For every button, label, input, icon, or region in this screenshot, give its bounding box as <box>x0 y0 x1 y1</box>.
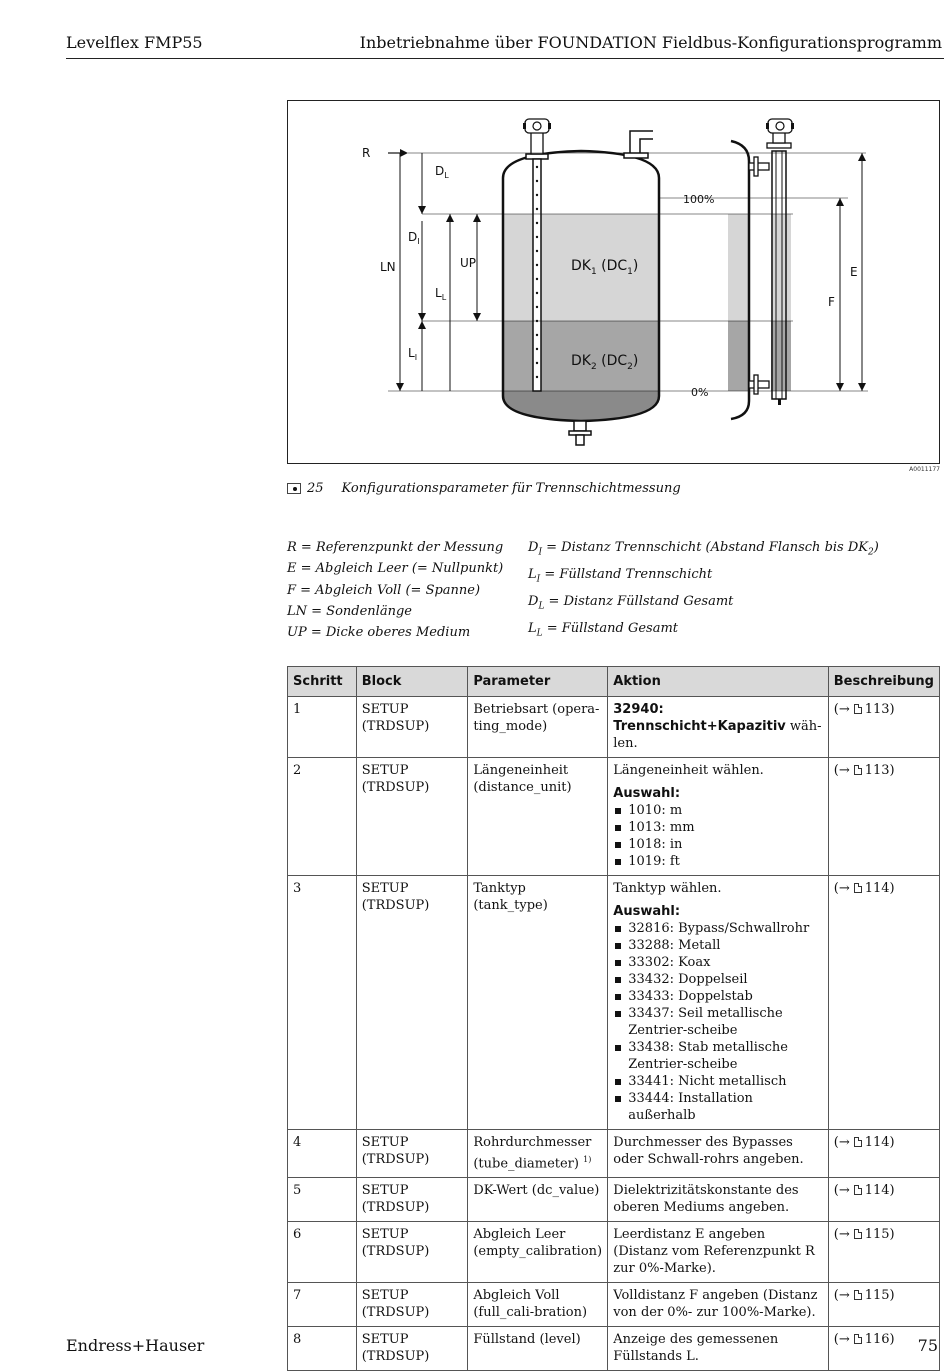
cell-description <box>828 1178 939 1222</box>
header-chapter: Inbetriebnahme über FOUNDATION Fieldbus-Konfigurationsprogramm <box>359 33 942 52</box>
cell-block: SETUP (TRDSUP) <box>356 1283 468 1327</box>
table-row <box>288 876 940 1130</box>
option-item: 1018: in <box>613 836 822 853</box>
figure-number: 25 <box>307 481 324 496</box>
page-icon <box>854 1290 862 1300</box>
dk2-label: $DK_2$ $(DC_2)$ <box>571 353 639 372</box>
page-icon <box>854 1137 862 1147</box>
option-item: 33302: Koax <box>613 954 822 971</box>
legend-item: R = Referenzpunkt der Messung <box>287 540 504 555</box>
page-icon <box>854 704 862 714</box>
label-ln: LN <box>380 260 396 274</box>
page-number: 75 <box>917 1336 938 1355</box>
page-reference: (→ 115) <box>833 1227 895 1243</box>
cell-step: 6 <box>288 1222 357 1283</box>
cell-step: 3 <box>288 876 357 1130</box>
cell-description <box>828 1283 939 1327</box>
legend-item: UP = Dicke oberes Medium <box>287 625 471 641</box>
legend-left <box>287 537 503 643</box>
page-reference: (→ 115) <box>833 1288 895 1304</box>
cell-description <box>828 697 939 758</box>
page-reference: (→ 114) <box>833 1183 895 1199</box>
cell-block: SETUP (TRDSUP) <box>356 1178 468 1222</box>
cell-action: Anzeige des gemessenen Füllstands L. <box>608 1327 828 1371</box>
legend-item: $L_I$ = Füllstand Trennschicht <box>528 566 713 585</box>
legend-right <box>528 537 879 645</box>
header-product: Levelflex FMP55 <box>66 33 203 52</box>
page-reference: (→ 116) <box>833 1332 895 1348</box>
figure-id: A0011177 <box>909 466 940 473</box>
page-icon <box>854 765 862 775</box>
cell-parameter: DK-Wert (dc_value) <box>468 1178 608 1222</box>
label-di: $D_I$ <box>408 230 420 246</box>
cell-block: SETUP (TRDSUP) <box>356 697 468 758</box>
option-item: 32816: Bypass/Schwallrohr <box>613 920 822 937</box>
cell-description <box>828 1130 939 1178</box>
table-row <box>288 1178 940 1222</box>
label-0pct: 0% <box>691 386 709 399</box>
page-reference: (→ 114) <box>833 1135 895 1150</box>
option-item: 1019: ft <box>613 853 822 870</box>
page-reference: (→ 113) <box>833 702 895 717</box>
cell-parameter: Abgleich Leer (empty_calibration) <box>468 1222 608 1283</box>
cell-parameter: Füllstand (level) <box>468 1327 608 1371</box>
legend-item: $D_L = Distanz$ Füllstand Gesamt <box>528 593 734 612</box>
page-icon <box>854 1334 862 1344</box>
col-header-parameter: Parameter <box>468 667 608 697</box>
figure-icon <box>287 483 301 494</box>
legend-item: F = Abgleich Voll (= Spanne) <box>287 582 481 598</box>
figure-interface-measurement <box>287 100 940 464</box>
cell-step: 2 <box>288 758 357 876</box>
page-reference: (→ 114) <box>833 881 895 896</box>
tank-diagram <box>288 101 941 465</box>
page-icon <box>854 1229 862 1239</box>
col-header-action: Aktion <box>608 667 828 697</box>
option-item: 33437: Seil metallische Zentrier-scheibe <box>613 1005 822 1039</box>
legend-item: $L_L$ = Füllstand Gesamt <box>528 620 679 639</box>
footer-company: Endress+Hauser <box>66 1336 205 1355</box>
figure-caption <box>287 481 681 496</box>
cell-description <box>828 758 939 876</box>
cell-parameter: Längeneinheit (distance_unit) <box>468 758 608 876</box>
cell-step: 8 <box>288 1327 357 1371</box>
label-dl: $D_L$ <box>435 164 449 180</box>
header-rule <box>66 58 944 59</box>
table-row <box>288 1130 940 1178</box>
cell-action: Tanktyp wählen. Auswahl: 32816: Bypass/Schwallrohr 33288: Metall 33302: Koax 33432: Doppelseil 33433: Doppelstab 33437: Seil metallische Zentrier-scheibe 33438: Stab metallische Zentrier-scheibe 33441: Nicht metallisch 33444: Installation außerhalb <box>608 876 828 1130</box>
legend-item: E = Abgleich Leer (= Nullpunkt) <box>287 561 504 577</box>
option-item: 33438: Stab metallische Zentrier-scheibe <box>613 1039 822 1073</box>
legend-item: $D_I = Distanz$ Trennschicht (Abstand Flansch bis $DK_2$) <box>528 540 879 558</box>
configuration-steps-table <box>287 666 940 1371</box>
cell-action: 32940: Trennschicht+Kapazitiv wäh-len. <box>608 697 828 758</box>
table-row <box>288 697 940 758</box>
cell-block: SETUP (TRDSUP) <box>356 876 468 1130</box>
cell-block: SETUP (TRDSUP) <box>356 1327 468 1371</box>
cell-action: Durchmesser des Bypasses oder Schwall-rohrs angeben. <box>608 1130 828 1178</box>
cell-parameter: Tanktyp (tank_type) <box>468 876 608 1130</box>
cell-parameter: Rohrdurchmesser (tube_diameter) $^{1)}$ <box>468 1130 608 1178</box>
label-li: $L_I$ <box>408 346 418 362</box>
action-value: 32940: Trennschicht+Kapazitiv <box>613 702 786 734</box>
col-header-step: Schritt <box>288 667 357 697</box>
cell-parameter: Betriebsart (opera-ting_mode) <box>468 697 608 758</box>
option-list <box>613 920 822 1124</box>
label-r: R <box>362 146 371 160</box>
table-row <box>288 1327 940 1371</box>
page-icon <box>854 1185 862 1195</box>
choice-title: Auswahl: <box>613 786 681 801</box>
label-ll: $L_L$ <box>435 286 447 302</box>
cell-parameter: Abgleich Voll (full_cali-bration) <box>468 1283 608 1327</box>
option-item: 33432: Doppelseil <box>613 971 822 988</box>
option-item: 33444: Installation außerhalb <box>613 1090 822 1124</box>
tank-bottom-fill <box>503 391 659 421</box>
table-row <box>288 1222 940 1283</box>
figure-caption-text: Konfigurationsparameter für Trennschichtmessung <box>341 481 681 496</box>
option-item: 33433: Doppelstab <box>613 988 822 1005</box>
cell-action: Dielektrizitätskonstante des oberen Mediums angeben. <box>608 1178 828 1222</box>
dk1-label: $DK_1$ $(DC_1)$ <box>571 258 639 277</box>
table-body <box>288 697 940 1371</box>
table-header-row <box>288 667 940 697</box>
option-item: 1013: mm <box>613 819 822 836</box>
table-row <box>288 758 940 876</box>
option-item: 33441: Nicht metallisch <box>613 1073 822 1090</box>
option-item: 1010: m <box>613 802 822 819</box>
cell-action: Längeneinheit wählen. Auswahl: 1010: m 1013: mm 1018: in 1019: ft <box>608 758 828 876</box>
cell-step: 1 <box>288 697 357 758</box>
cell-action: Volldistanz F angeben (Distanz von der 0%- zur 100%-Marke). <box>608 1283 828 1327</box>
label-100pct: 100% <box>683 193 715 206</box>
cell-block: SETUP (TRDSUP) <box>356 758 468 876</box>
choice-title: Auswahl: <box>613 904 681 919</box>
cell-step: 5 <box>288 1178 357 1222</box>
page-icon <box>854 883 862 893</box>
page-reference: (→ 113) <box>833 763 895 778</box>
col-header-block: Block <box>356 667 468 697</box>
cell-step: 4 <box>288 1130 357 1178</box>
cell-description <box>828 876 939 1130</box>
cell-description <box>828 1222 939 1283</box>
label-up: UP <box>460 256 477 270</box>
col-header-description: Beschreibung <box>828 667 939 697</box>
cell-step: 7 <box>288 1283 357 1327</box>
cell-block: SETUP (TRDSUP) <box>356 1130 468 1178</box>
label-f: F <box>828 295 835 309</box>
option-list <box>613 802 822 870</box>
label-e: E <box>850 265 858 279</box>
table-row <box>288 1283 940 1327</box>
cell-action: Leerdistanz E angeben (Distanz vom Referenzpunkt R zur 0%-Marke). <box>608 1222 828 1283</box>
cell-block: SETUP (TRDSUP) <box>356 1222 468 1283</box>
option-item: 33288: Metall <box>613 937 822 954</box>
legend-item: LN = Sondenlänge <box>287 603 412 619</box>
